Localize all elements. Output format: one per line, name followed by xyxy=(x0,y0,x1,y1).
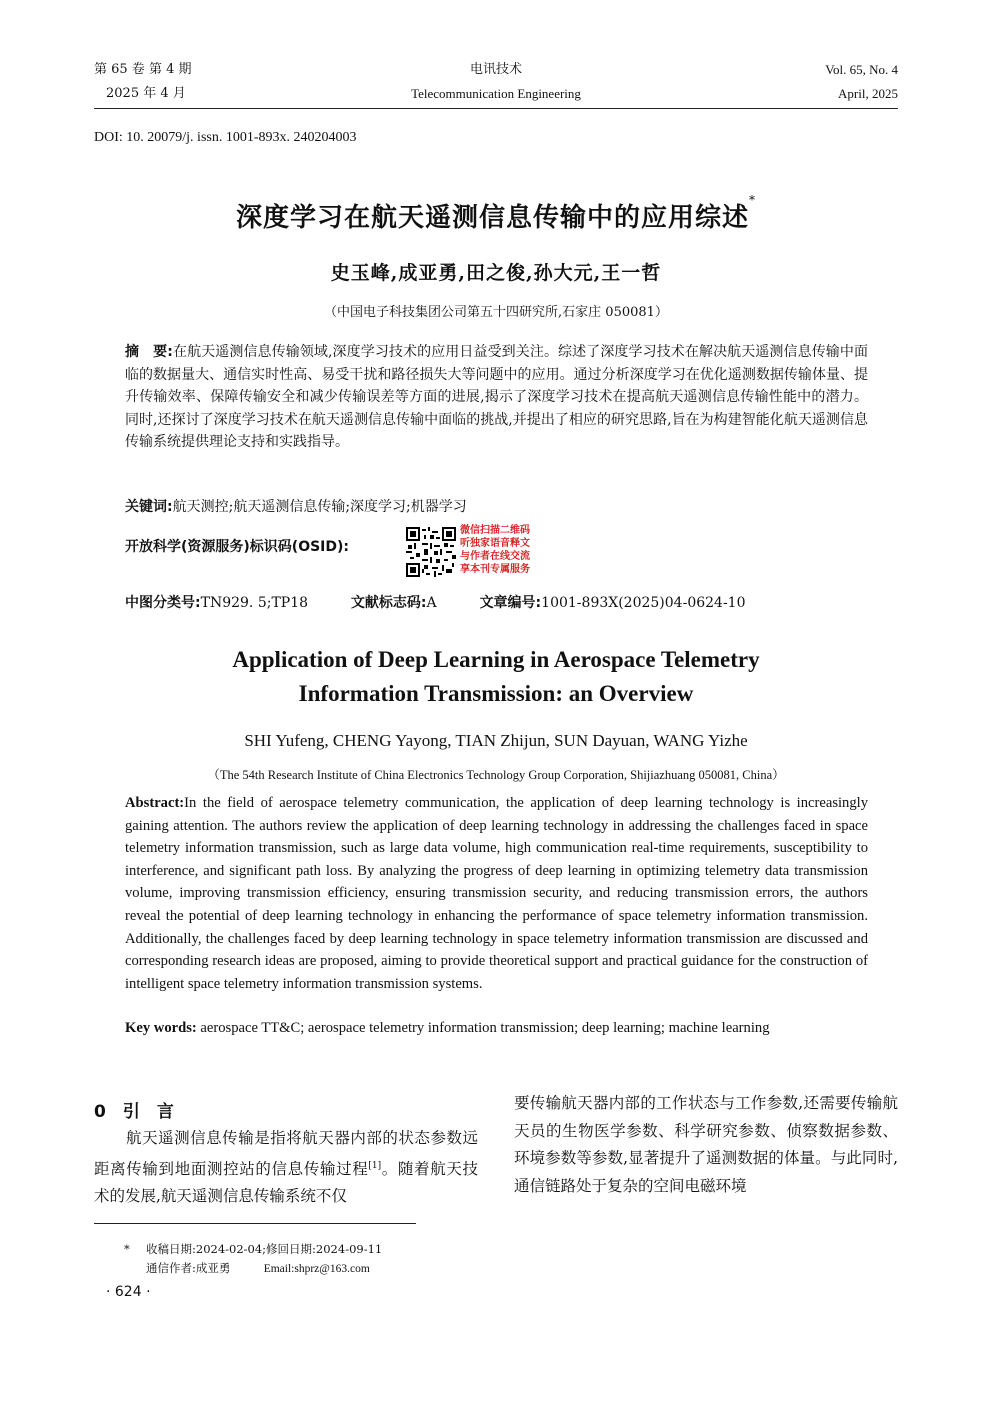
journal-volume-en: Vol. 65, No. 4 xyxy=(825,62,898,77)
paper-title-en-line: Application of Deep Learning in Aerospace Telemetry xyxy=(232,647,760,672)
osid-label: 开放科学(资源服务)标识码(OSID): xyxy=(125,539,350,555)
keywords-cn-text: 航天测控;航天遥测信息传输;深度学习;机器学习 xyxy=(172,499,467,515)
article-no-value: 1001-893X(2025)04-0624-10 xyxy=(541,595,746,611)
keywords-cn-label: 关键词: xyxy=(125,499,173,515)
authors-cn: 史玉峰,成亚勇,田之俊,孙大元,王一哲 xyxy=(330,262,662,284)
paper-title-cn-text: 深度学习在航天遥测信息传输中的应用综述 xyxy=(235,203,749,233)
footnote-corresponding xyxy=(146,1259,370,1279)
keywords-en-label: Key words: xyxy=(125,1020,197,1036)
abstract-en-text: In the field of aerospace telemetry communication, the application of deep learning technology is increasingly gaining attention. The authors review the application of deep learning technology in addressing the challenges faced in space telemetry information transmission, such as large data volume, high communication real-time requirements, susceptibility to interference, and significant path loss. By analyzing the progress of deep learning in optimizing telemetry data transmission volume, improving transmission efficiency, ensuring transmission security, and reducing transmission errors, the authors reveal the potential of deep learning technology in enhancing the performance of space telemetry information transmission. Additionally, the challenges faced by deep learning technology in space telemetry information transmission are discussed and corresponding research ideas are proposed, aiming to provide theoretical support and practical guidance for the construction of intelligent space telemetry information transmission systems. xyxy=(125,795,868,992)
title-footnote-mark: * xyxy=(749,193,756,207)
body-right-column: 要传输航天器内部的工作状态与工作参数,还需要传输航天员的生物医学参数、科学研究参数、侦察数据参数、环境参数等参数,显著提升了遥测数据的体量。与此同时,通信链路处于复杂的空间电磁环境 xyxy=(514,1094,898,1195)
qr-promo-line: 与作者在线交流 xyxy=(460,551,530,562)
citation-ref[interactable]: [1] xyxy=(368,1160,382,1171)
abstract-en xyxy=(125,792,868,995)
corresponding-email[interactable]: Email:shprz@163.com xyxy=(263,1263,370,1275)
qr-code-icon[interactable] xyxy=(406,527,456,577)
paper-title-cn xyxy=(0,193,992,234)
qr-promo-text xyxy=(460,524,540,576)
article-no-label: 文章编号: xyxy=(479,595,542,611)
abstract-cn-text: 在航天遥测信息传输领域,深度学习技术的应用日益受到关注。综述了深度学习技术在解决航天遥测信息传输中面临的数据量大、通信实时性高、易受干扰和路径损失大等问题中的应用。通过分析深度学习在优化遥测数据传输体量、提升传输效率、保障传输安全和减少传输误差等方面的进展,揭示了深度学习技术在提高航天遥测信息传输性能中的潜力。同时,还探讨了深度学习技术在航天遥测信息传输中面临的挑战,并提出了相应的研究思路,旨在为构建智能化航天遥测信息传输系统提供理论支持和实践指导。 xyxy=(125,344,868,451)
affiliation-en: （The 54th Research Institute of China Electronics Technology Group Corporation, Shijiazhuang 050081, China） xyxy=(207,768,785,782)
keywords-en xyxy=(125,1017,868,1040)
body-text: 航天遥测信息传输是指将航天器内部的状态参数远距离传输到地面测控站的信息传输过程 xyxy=(94,1129,478,1178)
journal-date-en: April, 2025 xyxy=(838,86,898,101)
header-rule xyxy=(94,108,898,109)
qr-promo-line: 享本刊专属服务 xyxy=(460,564,530,575)
authors-en: SHI Yufeng, CHENG Yayong, TIAN Zhijun, SUN Dayuan, WANG Yizhe xyxy=(244,731,748,750)
qr-promo-line: 微信扫描二维码 xyxy=(460,525,530,536)
doc-code-value: A xyxy=(426,595,437,611)
journal-name-cn: 电讯技术 xyxy=(469,62,522,77)
page-number: · 624 · xyxy=(106,1284,151,1300)
section-heading: 0 引 言 xyxy=(94,1102,174,1122)
corresponding-name: 成亚勇 xyxy=(195,1261,231,1275)
qr-promo-line: 听独家语音释文 xyxy=(460,538,530,549)
doc-code-label: 文献标志码: xyxy=(350,595,427,611)
clc-value: TN929. 5;TP18 xyxy=(200,595,309,611)
paper-title-en xyxy=(0,643,992,711)
affiliation-cn: （中国电子科技集团公司第五十四研究所,石家庄 050081） xyxy=(324,305,668,320)
keywords-cn xyxy=(125,496,868,519)
abstract-en-label: Abstract: xyxy=(125,795,185,811)
footnote-rule xyxy=(94,1223,416,1224)
corresponding-label: 通信作者: xyxy=(146,1261,196,1275)
keywords-en-text: aerospace TT&C; aerospace telemetry information transmission; deep learning; machine learning xyxy=(200,1020,770,1036)
footnote-dates: 收稿日期:2024-02-04;修回日期:2024-09-11 xyxy=(146,1242,383,1256)
journal-volume-issue: 第 65 卷 第 4 期 xyxy=(94,62,192,77)
body-text: 。随着航天技术的发展,航天遥测信息传输系统不仅 xyxy=(94,1159,478,1206)
journal-name-en: Telecommunication Engineering xyxy=(411,86,581,101)
classification-row xyxy=(125,592,746,612)
doi: DOI: 10. 20079/j. issn. 1001-893x. 240204003 xyxy=(94,130,357,145)
footnote-mark: * xyxy=(124,1242,130,1256)
abstract-cn-label: 摘 要: xyxy=(125,344,173,360)
abstract-cn xyxy=(125,341,868,454)
journal-date: 2025 年 4 月 xyxy=(106,86,186,101)
paper-title-en-line: Information Transmission: an Overview xyxy=(298,681,694,706)
body-left-column xyxy=(94,1125,478,1211)
clc-label: 中图分类号: xyxy=(125,595,201,611)
